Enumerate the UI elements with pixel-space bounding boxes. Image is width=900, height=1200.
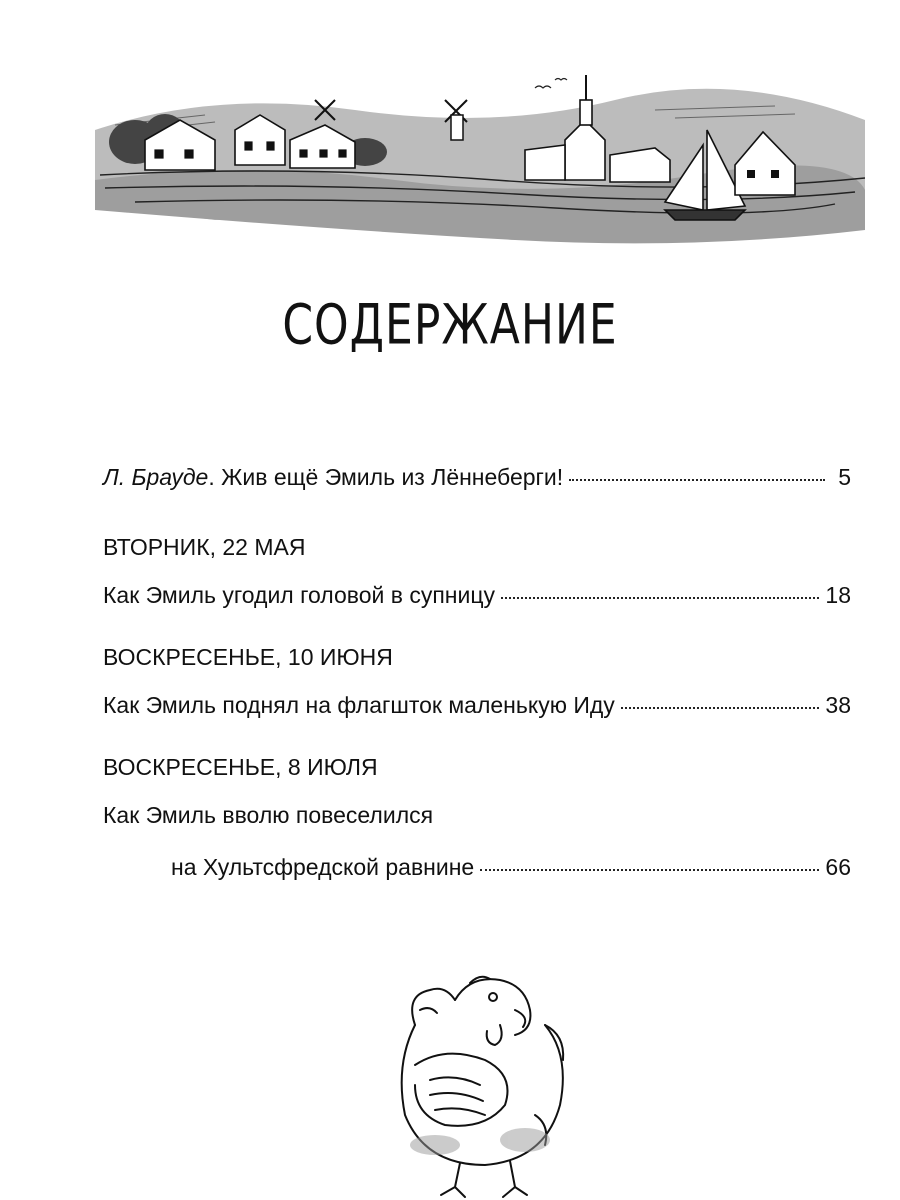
dot-leader [480,869,819,871]
toc-page-number: 66 [825,854,851,880]
toc-entry-title: Как Эмиль поднял на флагшток маленькую Иду [103,692,615,718]
toc-entry[interactable] [103,580,851,610]
toc-entry-line1[interactable] [103,800,851,830]
toc-entry-author: Л. Брауде [103,464,209,490]
toc-entry-title: Как Эмиль вволю повеселился [103,802,434,828]
toc-entry-title: . Жив ещё Эмиль из Лённеберги! [208,464,564,490]
toc-page-number: 38 [825,692,851,718]
toc-entry[interactable] [103,690,851,720]
toc-entry-title-continued: на Хультсфредской равнине [171,854,475,880]
toc-page-number: 5 [838,464,851,490]
hen-illustration [375,965,595,1200]
dot-leader [569,479,825,481]
table-of-contents [103,462,851,882]
toc-section-heading: ВОСКРЕСЕНЬЕ, 8 ИЮЛЯ [103,754,378,780]
dot-leader [621,707,820,709]
toc-entry-line2[interactable] [103,852,851,882]
toc-page-number: 18 [825,582,851,608]
village-landscape-illustration [95,70,865,250]
toc-section-heading: ВТОРНИК, 22 МАЯ [103,534,306,560]
dot-leader [501,597,819,599]
page-title: СОДЕРЖАНИЕ [282,293,618,358]
toc-entry-intro[interactable] [103,462,851,492]
toc-section-heading: ВОСКРЕСЕНЬЕ, 10 ИЮНЯ [103,644,393,670]
toc-entry-title: Как Эмиль угодил головой в супницу [103,582,496,608]
